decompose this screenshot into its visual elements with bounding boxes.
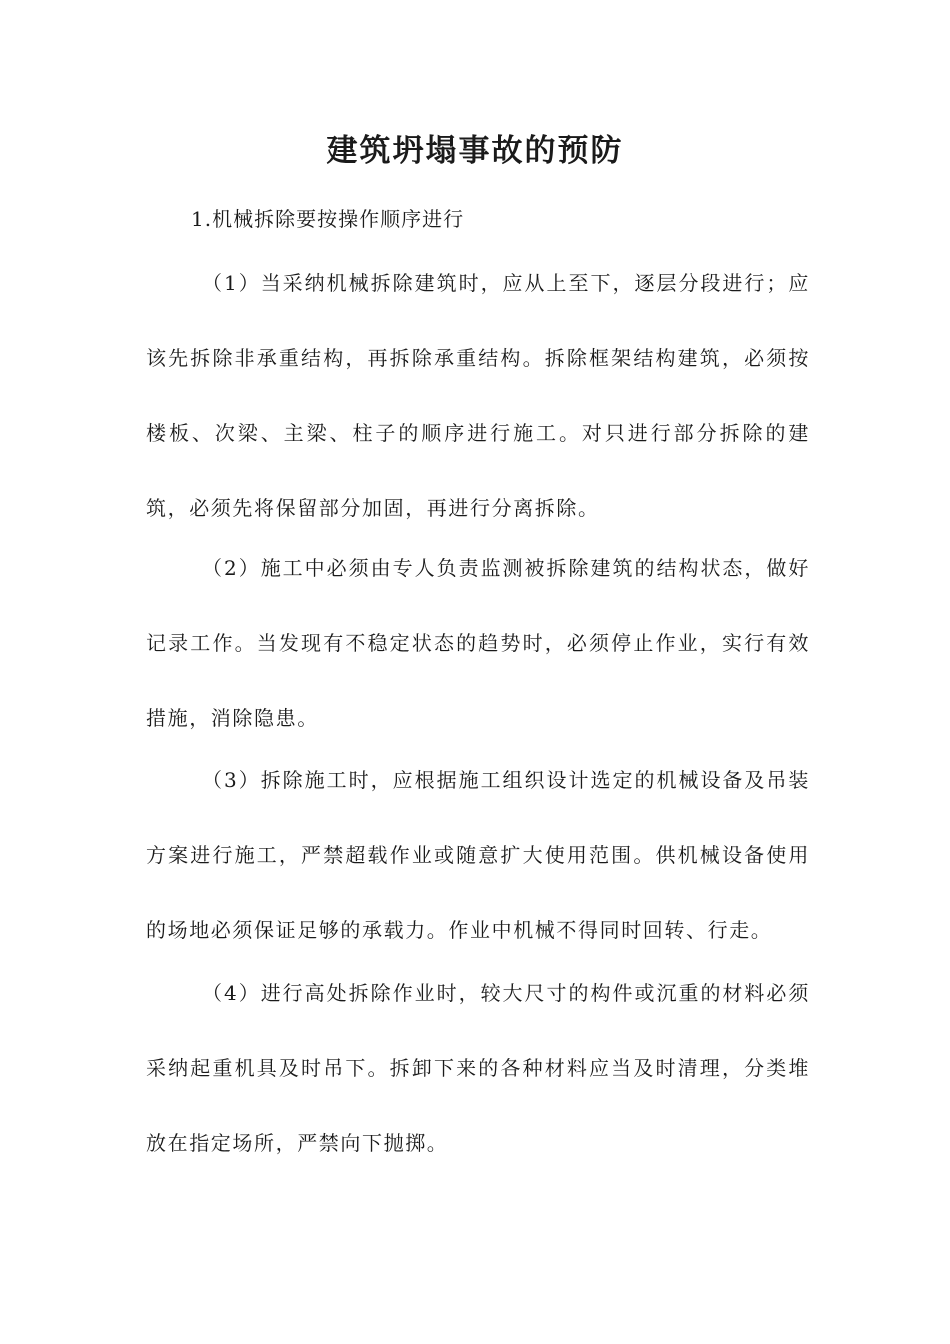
paragraph-1: （1）当采纳机械拆除建筑时，应从上至下，逐层分段进行；应该先拆除非承重结构，再拆除承重结构。拆除框架结构建筑，必须按楼板、次梁、主梁、柱子的顺序进行施工。对只进行部分拆除的建筑，必须先将保留部分加固，再进行分离拆除。 bbox=[146, 271, 810, 520]
section-heading: 1.机械拆除要按操作顺序进行 bbox=[191, 207, 465, 231]
paragraph-2: （2）施工中必须由专人负责监测被拆除建筑的结构状态，做好记录工作。当发现有不稳定状态的趋势时，必须停止作业，实行有效措施，消除隐患。 bbox=[146, 556, 810, 730]
paragraph-4: （4）进行高处拆除作业时，较大尺寸的构件或沉重的材料必须采纳起重机具及时吊下。拆卸下来的各种材料应当及时清理，分类堆放在指定场所，严禁向下抛掷。 bbox=[146, 981, 810, 1155]
paragraph-3: （3）拆除施工时，应根据施工组织设计选定的机械设备及吊装方案进行施工，严禁超载作业或随意扩大使用范围。供机械设备使用的场地必须保证足够的承载力。作业中机械不得同时回转、行走。 bbox=[146, 768, 810, 942]
document-title: 建筑坍塌事故的预防 bbox=[326, 133, 624, 169]
